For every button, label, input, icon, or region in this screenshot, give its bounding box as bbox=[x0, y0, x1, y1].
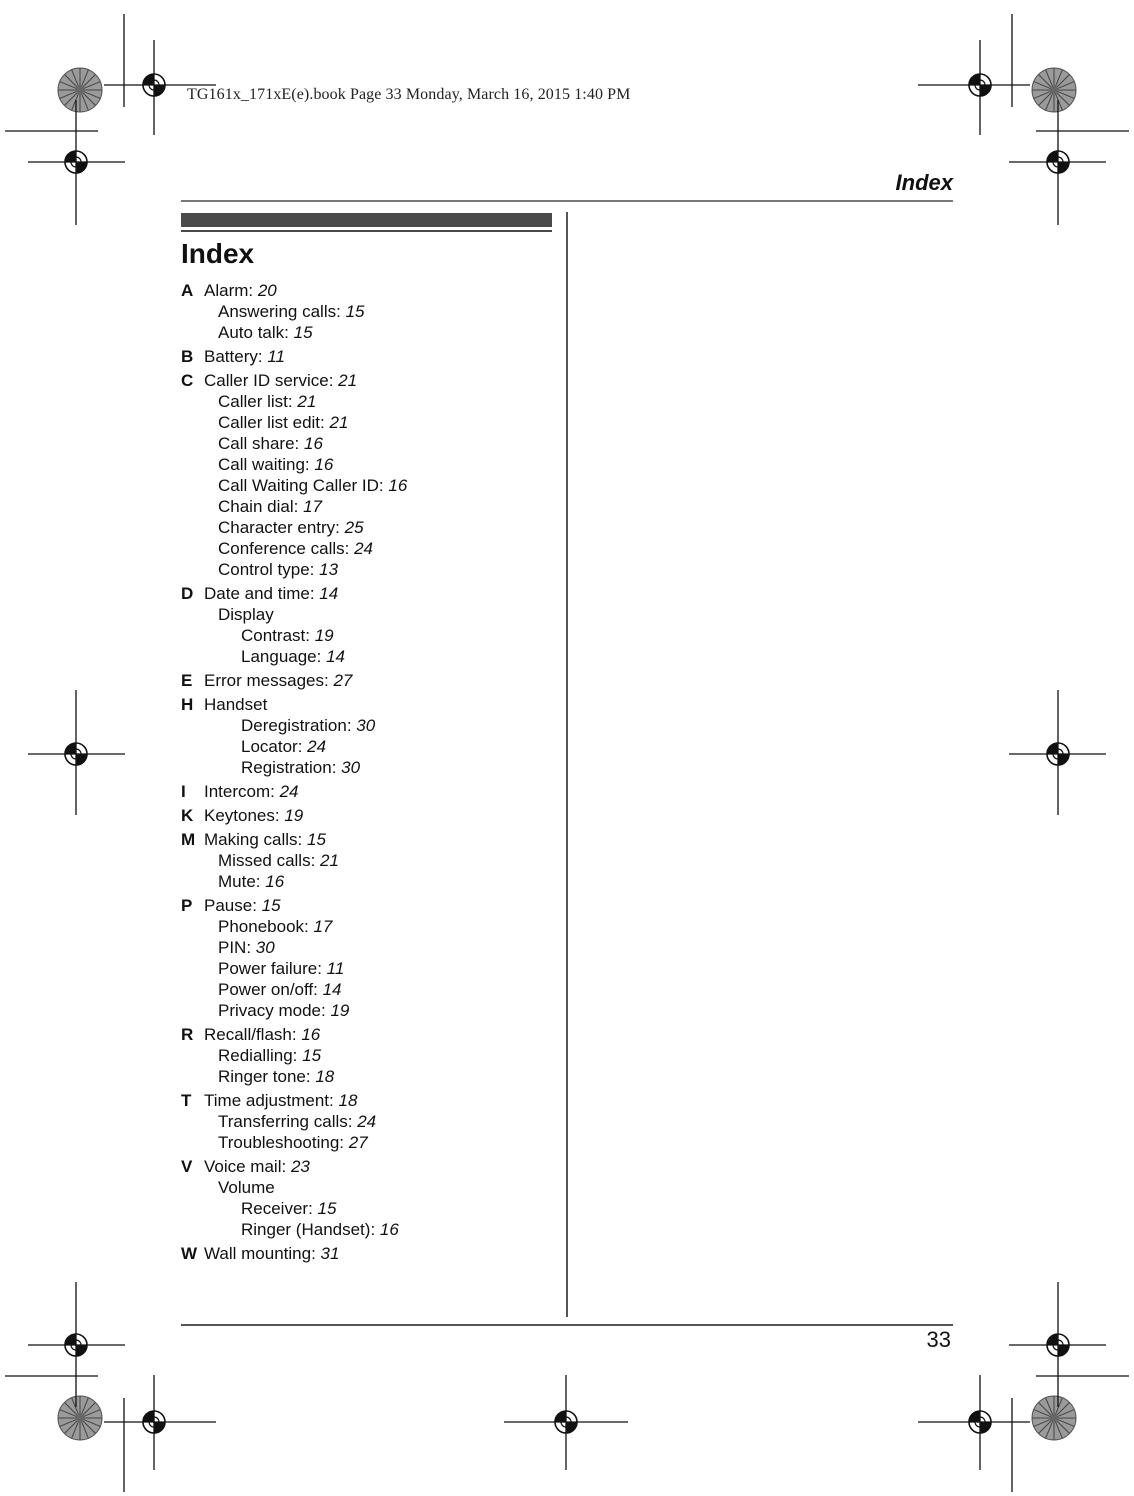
index-page-number: 16 bbox=[379, 1220, 399, 1239]
index-entry bbox=[181, 757, 561, 778]
index-term-text: Ringer tone: bbox=[218, 1067, 316, 1086]
index-page-number: 24 bbox=[307, 737, 327, 756]
index-term-text: Handset bbox=[204, 695, 268, 714]
index-term bbox=[204, 583, 338, 604]
index-group bbox=[181, 895, 561, 1021]
registration-mark-icon bbox=[65, 1334, 87, 1356]
index-entry bbox=[181, 322, 561, 343]
color-bar-wheel-icon bbox=[1032, 1396, 1076, 1440]
index-group bbox=[181, 370, 561, 580]
index-entry bbox=[181, 475, 561, 496]
index-letter: M bbox=[181, 830, 196, 849]
index-page-number: 17 bbox=[313, 917, 333, 936]
index-term-text: Privacy mode: bbox=[218, 1001, 331, 1020]
index-page-number: 31 bbox=[320, 1244, 340, 1263]
index-letter: K bbox=[181, 806, 194, 825]
index-entry bbox=[181, 670, 561, 691]
index-term bbox=[204, 829, 326, 850]
index-term bbox=[241, 646, 345, 667]
index-entry bbox=[181, 694, 561, 715]
index-term bbox=[218, 1066, 334, 1087]
page-title: Index bbox=[181, 238, 255, 269]
index-page-number: 25 bbox=[344, 518, 364, 537]
index-term-text: Date and time: bbox=[204, 584, 320, 603]
index-entry bbox=[181, 370, 561, 391]
registration-mark-icon bbox=[65, 743, 87, 765]
registration-mark-icon bbox=[1047, 1334, 1069, 1356]
index-term bbox=[218, 1000, 349, 1021]
index-term-text: Power on/off: bbox=[218, 980, 323, 999]
index-term bbox=[218, 604, 274, 625]
index-term bbox=[204, 781, 299, 802]
index-group bbox=[181, 694, 561, 778]
index-group bbox=[181, 1024, 561, 1087]
index-term-text: Registration: bbox=[241, 758, 342, 777]
index-term bbox=[204, 805, 303, 826]
index-term bbox=[204, 1243, 339, 1264]
index-term-text: Volume bbox=[218, 1178, 275, 1197]
index-page-number: 16 bbox=[303, 434, 323, 453]
index-term-text: Time adjustment: bbox=[204, 1091, 339, 1110]
index-entry bbox=[181, 1132, 561, 1153]
index-term bbox=[241, 715, 375, 736]
index-group bbox=[181, 1090, 561, 1153]
index-page-number: 11 bbox=[267, 347, 285, 366]
index-term-text: Contrast: bbox=[241, 626, 315, 645]
index-term bbox=[218, 391, 316, 412]
index-entry bbox=[181, 850, 561, 871]
index-term bbox=[218, 559, 338, 580]
index-entry bbox=[181, 1066, 561, 1087]
index-entry bbox=[181, 1198, 561, 1219]
index-term-text: Answering calls: bbox=[218, 302, 346, 321]
index-term bbox=[204, 1024, 320, 1045]
index-entry bbox=[181, 1219, 561, 1240]
color-bar-wheel-icon bbox=[58, 1396, 102, 1440]
index-entry bbox=[181, 625, 561, 646]
index-entry bbox=[181, 736, 561, 757]
registration-mark-icon bbox=[969, 74, 991, 96]
index-term bbox=[218, 454, 333, 475]
index-entry bbox=[181, 916, 561, 937]
index-entry bbox=[181, 937, 561, 958]
header-rule bbox=[181, 200, 953, 202]
registration-mark-icon bbox=[143, 1411, 165, 1433]
index-entry bbox=[181, 346, 561, 367]
index-term-text: Display bbox=[218, 605, 274, 624]
index-page-number: 21 bbox=[297, 392, 317, 411]
index-list bbox=[181, 280, 561, 1264]
index-letter: B bbox=[181, 347, 194, 366]
index-term bbox=[218, 1132, 368, 1153]
index-term bbox=[218, 1177, 275, 1198]
column-divider bbox=[566, 212, 568, 1317]
index-page-number: 27 bbox=[333, 671, 353, 690]
index-page-number: 18 bbox=[315, 1067, 335, 1086]
index-entry bbox=[181, 646, 561, 667]
index-entry bbox=[181, 412, 561, 433]
index-page-number: 15 bbox=[293, 323, 313, 342]
index-term-text: Transferring calls: bbox=[218, 1112, 358, 1131]
index-group bbox=[181, 781, 561, 802]
index-page-number: 24 bbox=[357, 1112, 377, 1131]
index-page-number: 15 bbox=[261, 896, 281, 915]
index-term bbox=[218, 322, 313, 343]
index-entry bbox=[181, 1243, 561, 1264]
index-term-text: Locator: bbox=[241, 737, 308, 756]
index-entry bbox=[181, 715, 561, 736]
index-term bbox=[241, 625, 334, 646]
index-term-text: Wall mounting: bbox=[204, 1244, 321, 1263]
index-letter: H bbox=[181, 695, 194, 714]
index-page-number: 15 bbox=[302, 1046, 322, 1065]
registration-mark-icon bbox=[555, 1411, 577, 1433]
index-entry bbox=[181, 958, 561, 979]
index-term-text: Intercom: bbox=[204, 782, 280, 801]
index-entry bbox=[181, 583, 561, 604]
index-term-text: Keytones: bbox=[204, 806, 285, 825]
index-term-text: Control type: bbox=[218, 560, 320, 579]
index-page-number: 27 bbox=[348, 1133, 368, 1152]
index-term-text: Call share: bbox=[218, 434, 304, 453]
index-page-number: 16 bbox=[314, 455, 334, 474]
page-number: 33 bbox=[926, 1327, 951, 1352]
index-entry bbox=[181, 1090, 561, 1111]
index-term-text: Ringer (Handset): bbox=[241, 1220, 380, 1239]
registration-mark-icon bbox=[1047, 151, 1069, 173]
index-term bbox=[218, 433, 323, 454]
registration-mark-icon bbox=[65, 151, 87, 173]
index-group bbox=[181, 670, 561, 691]
index-letter: C bbox=[181, 371, 194, 390]
index-term-text: PIN: bbox=[218, 938, 256, 957]
index-page-number: 21 bbox=[320, 851, 339, 870]
index-term-text: Missed calls: bbox=[218, 851, 321, 870]
index-entry bbox=[181, 781, 561, 802]
index-term-text: Caller list edit: bbox=[218, 413, 330, 432]
color-bar-wheel-icon bbox=[1032, 68, 1076, 112]
section-bar bbox=[181, 213, 552, 227]
index-entry bbox=[181, 604, 561, 625]
index-term-text: Language: bbox=[241, 647, 327, 666]
index-term-text: Caller ID service: bbox=[204, 371, 339, 390]
footer-rule bbox=[181, 1324, 953, 1326]
section-bar-rule bbox=[181, 230, 552, 232]
index-entry bbox=[181, 559, 561, 580]
index-page-number: 30 bbox=[255, 938, 275, 957]
index-term bbox=[218, 538, 373, 559]
index-term-text: Character entry: bbox=[218, 518, 345, 537]
index-term bbox=[218, 301, 364, 322]
index-page-number: 15 bbox=[306, 830, 326, 849]
index-term-text: Call Waiting Caller ID: bbox=[218, 476, 389, 495]
index-entry bbox=[181, 1156, 561, 1177]
index-term bbox=[204, 670, 352, 691]
running-head: Index bbox=[895, 170, 953, 195]
index-page-number: 19 bbox=[314, 626, 334, 645]
registration-mark-icon bbox=[969, 1411, 991, 1433]
index-letter: D bbox=[181, 584, 194, 603]
index-group bbox=[181, 1156, 561, 1240]
index-term bbox=[218, 871, 284, 892]
registration-mark-icon bbox=[1047, 743, 1069, 765]
index-term-text: Mute: bbox=[218, 872, 266, 891]
index-term-text: Alarm: bbox=[204, 281, 258, 300]
index-term-text: Troubleshooting: bbox=[218, 1133, 349, 1152]
index-term-text: Call waiting: bbox=[218, 455, 315, 474]
index-term bbox=[241, 736, 326, 757]
index-term bbox=[204, 1090, 357, 1111]
index-term bbox=[241, 757, 360, 778]
index-term-text: Conference calls: bbox=[218, 539, 355, 558]
index-term-text: Auto talk: bbox=[218, 323, 294, 342]
index-entry bbox=[181, 871, 561, 892]
index-page-number: 24 bbox=[354, 539, 373, 558]
index-letter: W bbox=[181, 1244, 198, 1263]
index-letter: T bbox=[181, 1091, 192, 1110]
index-term-text: Voice mail: bbox=[204, 1157, 291, 1176]
index-term-text: Pause: bbox=[204, 896, 262, 915]
index-term bbox=[204, 694, 267, 715]
index-term bbox=[218, 496, 322, 517]
index-term bbox=[218, 958, 344, 979]
index-term bbox=[218, 475, 407, 496]
index-letter: R bbox=[181, 1025, 194, 1044]
index-page-number: 19 bbox=[284, 806, 304, 825]
index-page-number: 20 bbox=[257, 281, 277, 300]
index-term bbox=[241, 1219, 399, 1240]
index-group bbox=[181, 583, 561, 667]
index-term bbox=[218, 937, 275, 958]
index-entry bbox=[181, 454, 561, 475]
index-term-text: Error messages: bbox=[204, 671, 334, 690]
index-term bbox=[204, 895, 281, 916]
index-term bbox=[218, 916, 332, 937]
index-group bbox=[181, 280, 561, 343]
index-letter: A bbox=[181, 281, 194, 300]
index-term bbox=[204, 370, 357, 391]
index-entry bbox=[181, 280, 561, 301]
index-term-text: Recall/flash: bbox=[204, 1025, 302, 1044]
index-term bbox=[218, 979, 342, 1000]
index-group bbox=[181, 346, 561, 367]
index-entry bbox=[181, 517, 561, 538]
index-page-number: 21 bbox=[329, 413, 349, 432]
registration-mark-icon bbox=[143, 74, 165, 96]
index-page-number: 24 bbox=[279, 782, 299, 801]
index-term bbox=[218, 412, 348, 433]
index-page-number: 16 bbox=[301, 1025, 321, 1044]
index-term-text: Receiver: bbox=[241, 1199, 318, 1218]
index-group bbox=[181, 829, 561, 892]
index-page-number: 30 bbox=[341, 758, 361, 777]
index-term bbox=[241, 1198, 336, 1219]
index-page-number: 14 bbox=[322, 980, 342, 999]
index-page-number: 14 bbox=[326, 647, 346, 666]
index-entry bbox=[181, 1177, 561, 1198]
index-term-text: Power failure: bbox=[218, 959, 327, 978]
index-entry bbox=[181, 829, 561, 850]
index-entry bbox=[181, 1024, 561, 1045]
index-entry bbox=[181, 433, 561, 454]
index-entry bbox=[181, 805, 561, 826]
index-entry bbox=[181, 301, 561, 322]
index-page-number: 19 bbox=[330, 1001, 350, 1020]
index-page-number: 13 bbox=[319, 560, 339, 579]
index-entry bbox=[181, 895, 561, 916]
index-letter: I bbox=[181, 782, 186, 801]
index-entry bbox=[181, 538, 561, 559]
index-entry bbox=[181, 1000, 561, 1021]
index-page-number: 21 bbox=[338, 371, 358, 390]
index-page-number: 16 bbox=[265, 872, 285, 891]
printer-slug-line: TG161x_171xE(e).book Page 33 Monday, March 16, 2015 1:40 PM bbox=[187, 86, 631, 103]
index-letter: V bbox=[181, 1157, 193, 1176]
index-page-number: 15 bbox=[317, 1199, 337, 1218]
index-entry bbox=[181, 1111, 561, 1132]
index-group bbox=[181, 1243, 561, 1264]
index-page-number: 16 bbox=[388, 476, 408, 495]
index-entry bbox=[181, 979, 561, 1000]
index-letter: E bbox=[181, 671, 193, 690]
index-term bbox=[204, 1156, 310, 1177]
index-page-number: 15 bbox=[345, 302, 365, 321]
index-term-text: Caller list: bbox=[218, 392, 298, 411]
index-letter: P bbox=[181, 896, 193, 915]
index-page-number: 17 bbox=[303, 497, 322, 516]
index-page-number: 14 bbox=[319, 584, 339, 603]
index-term-text: Battery: bbox=[204, 347, 268, 366]
index-term-text: Making calls: bbox=[204, 830, 307, 849]
index-entry bbox=[181, 1045, 561, 1066]
index-term bbox=[218, 1111, 376, 1132]
index-group bbox=[181, 805, 561, 826]
index-entry bbox=[181, 496, 561, 517]
index-term bbox=[204, 280, 277, 301]
index-term bbox=[204, 346, 285, 367]
color-bar-wheel-icon bbox=[58, 68, 102, 112]
index-term-text: Phonebook: bbox=[218, 917, 314, 936]
index-term bbox=[218, 1045, 321, 1066]
index-page-number: 11 bbox=[326, 959, 345, 978]
index-page-number: 18 bbox=[338, 1091, 358, 1110]
index-term bbox=[218, 850, 339, 871]
index-entry bbox=[181, 391, 561, 412]
index-page-number: 23 bbox=[290, 1157, 310, 1176]
index-page-number: 30 bbox=[356, 716, 376, 735]
index-term-text: Chain dial: bbox=[218, 497, 304, 516]
index-term-text: Deregistration: bbox=[241, 716, 357, 735]
index-term bbox=[218, 517, 364, 538]
index-term-text: Redialling: bbox=[218, 1046, 303, 1065]
